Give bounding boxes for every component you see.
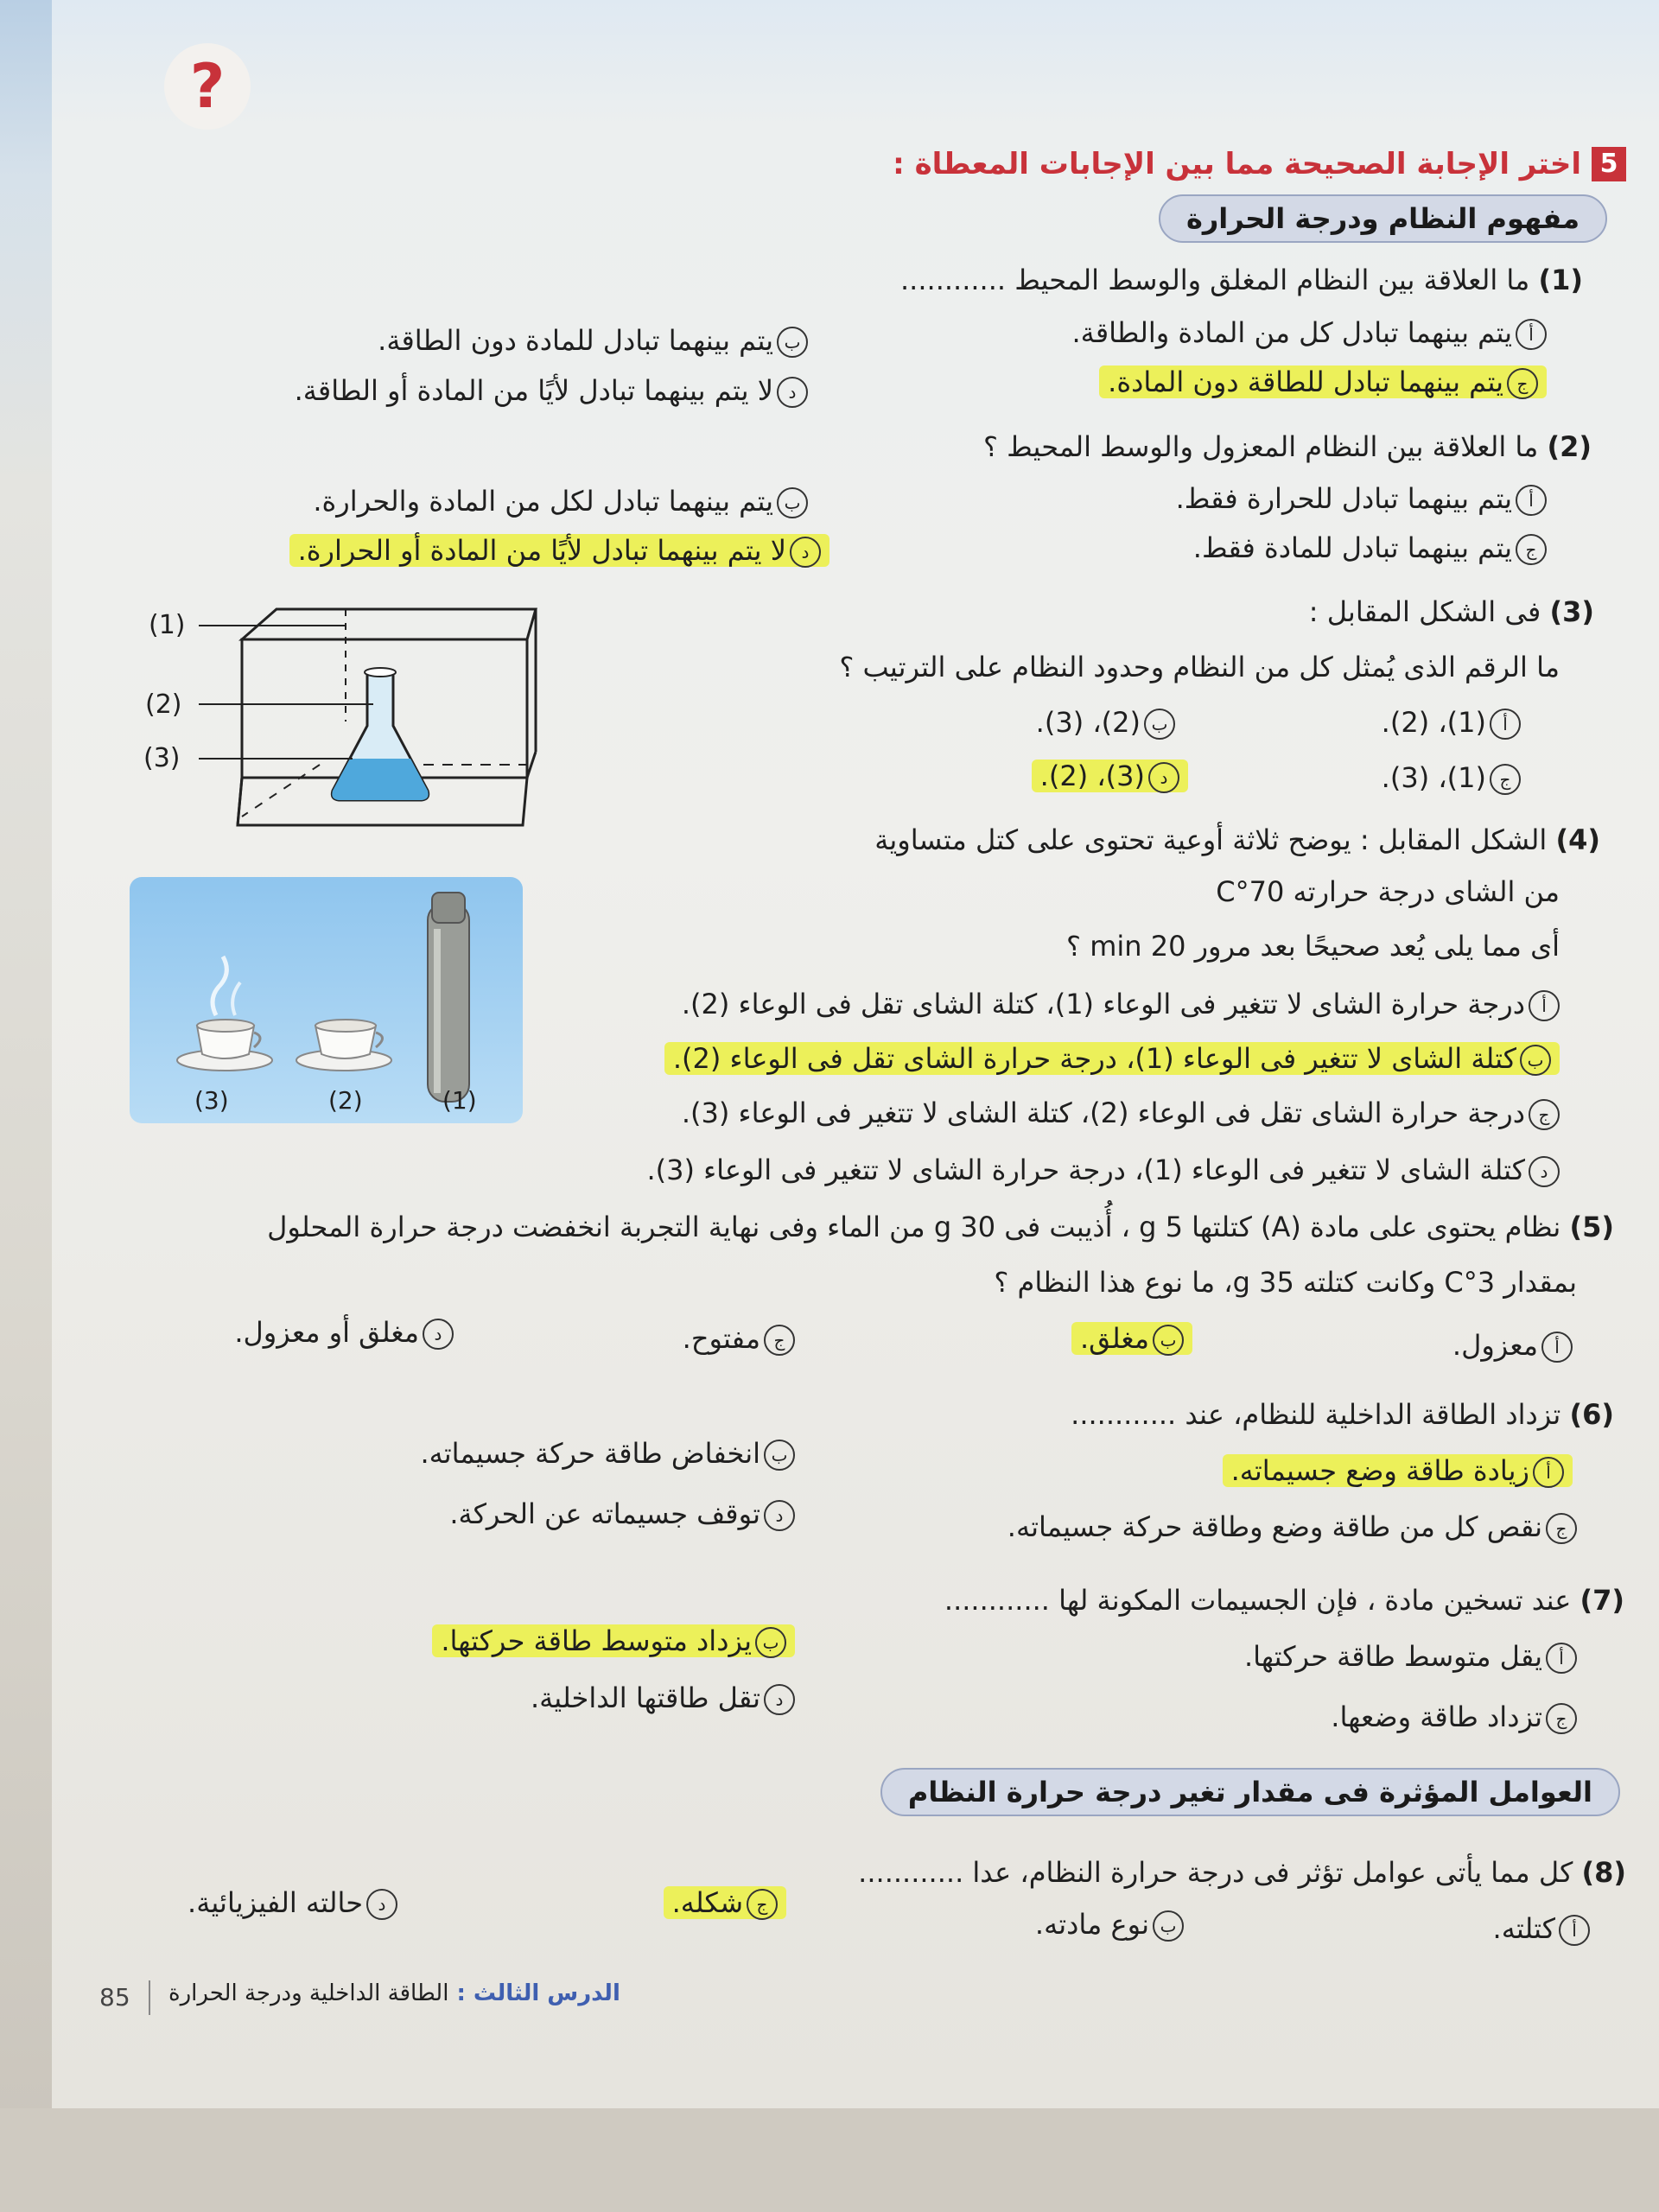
q4-option-b[interactable]: بكتلة الشاى لا تتغير فى الوعاء (1)، درجة حرارة الشاى تقل فى الوعاء (2). — [664, 1039, 1560, 1077]
figure-label: (3) — [194, 1086, 229, 1115]
section-title: اختر الإجابة الصحيحة مما بين الإجابات المعطاة : — [893, 147, 1581, 181]
question-3-prompt: ما الرقم الذى يُمثل كل من النظام وحدود النظام على الترتيب ؟ — [839, 651, 1560, 683]
question-5: (5) نظام يحتوى على مادة (A) كتلتها 5 g ، أُذيبت فى 30 g من الماء وفى نهاية التجربة انخفضت درجة حرارة المحلول — [267, 1211, 1614, 1243]
q7-option-b[interactable]: بيزداد متوسط طاقة حركتها. — [432, 1622, 795, 1660]
q1-option-d[interactable]: دلا يتم بينهما تبادل لأيًا من المادة أو الطاقة. — [295, 372, 808, 410]
figure-label: (1) — [149, 610, 186, 640]
section-number: 5 — [1592, 147, 1626, 181]
q5-option-a[interactable]: أمعزول. — [1452, 1326, 1573, 1364]
q2-option-c[interactable]: جيتم بينهما تبادل للمادة فقط. — [1193, 529, 1547, 567]
q2-option-b[interactable]: بيتم بينهما تبادل لكل من المادة والحرارة. — [313, 482, 808, 520]
q3-option-c[interactable]: ج(1)، (3). — [1382, 759, 1521, 797]
question-8: (8) كل مما يأتى عوامل تؤثر فى درجة حرارة النظام، عدا ............ — [858, 1856, 1626, 1889]
q6-option-c[interactable]: جنقص كل من طاقة وضع وطاقة حركة جسيماته. — [1007, 1508, 1577, 1546]
q8-option-c[interactable]: جشكله. — [664, 1884, 786, 1922]
q1-option-a[interactable]: أيتم بينهما تبادل كل من المادة والطاقة. — [1071, 314, 1547, 352]
question-mark-icon: ? — [164, 43, 251, 130]
q6-option-d[interactable]: دتوقف جسيماته عن الحركة. — [449, 1495, 795, 1533]
q1-option-b[interactable]: بيتم بينهما تبادل للمادة دون الطاقة. — [378, 321, 808, 359]
question-2: (2) ما العلاقة بين النظام المعزول والوسط المحيط ؟ — [983, 430, 1592, 463]
topic-pill-1: مفهوم النظام ودرجة الحرارة — [1159, 194, 1607, 243]
q1-option-c[interactable]: جيتم بينهما تبادل للطاقة دون المادة. — [1099, 363, 1547, 401]
q8-option-d[interactable]: دحالته الفيزيائية. — [188, 1884, 397, 1922]
q7-option-a[interactable]: أيقل متوسط طاقة حركتها. — [1244, 1637, 1577, 1675]
q8-option-a[interactable]: أكتلته. — [1493, 1910, 1590, 1948]
q6-option-a[interactable]: أزيادة طاقة وضع جسيماته. — [1223, 1452, 1573, 1490]
q3-option-d[interactable]: د(3)، (2). — [1032, 757, 1188, 795]
q2-option-a[interactable]: أيتم بينهما تبادل للحرارة فقط. — [1176, 480, 1547, 518]
q3-option-a[interactable]: أ(1)، (2). — [1382, 703, 1521, 741]
q5-option-b[interactable]: بمغلق. — [1071, 1319, 1192, 1357]
question-1: (1) ما العلاقة بين النظام المغلق والوسط المحيط ............ — [900, 264, 1583, 296]
figure-label: (3) — [143, 743, 181, 773]
q6-option-b[interactable]: بانخفاض طاقة حركة جسيماته. — [420, 1434, 795, 1472]
q7-option-c[interactable]: جتزداد طاقة وضعها. — [1331, 1698, 1577, 1736]
topic-pill-2: العوامل المؤثرة فى مقدار تغير درجة حرارة النظام — [880, 1768, 1620, 1816]
question-4: (4) الشكل المقابل : يوضح ثلاثة أوعية تحتوى على كتل متساوية — [874, 823, 1600, 856]
question-3: (3) فى الشكل المقابل : — [1308, 595, 1594, 628]
footer-divider — [149, 1980, 150, 2015]
q2-option-d[interactable]: دلا يتم بينهما تبادل لأيًا من المادة أو الحرارة. — [289, 531, 830, 569]
q5-option-c[interactable]: جمفتوح. — [683, 1319, 795, 1357]
closed-system-figure — [138, 596, 553, 847]
question-5-line2: بمقدار 3°C وكانت كتلته 35 g، ما نوع هذا النظام ؟ — [994, 1266, 1577, 1299]
figure-label: (2) — [145, 690, 182, 720]
q4-option-c[interactable]: جدرجة حرارة الشاى تقل فى الوعاء (2)، كتلة الشاى لا تتغير فى الوعاء (3). — [682, 1094, 1560, 1132]
question-4-line2: من الشاى درجة حرارته 70°C — [1216, 875, 1560, 908]
footer-lesson: الدرس الثالث : الطاقة الداخلية ودرجة الحرارة — [168, 1980, 620, 2006]
question-4-prompt: أى مما يلى يُعد صحيحًا بعد مرور 20 min ؟ — [1066, 930, 1560, 963]
page-number: 85 — [99, 1983, 130, 2012]
table-surface — [0, 2108, 1659, 2212]
tea-containers-figure — [130, 877, 523, 1123]
q3-option-b[interactable]: ب(2)، (3). — [1036, 703, 1175, 741]
q4-option-d[interactable]: دكتلة الشاى لا تتغير فى الوعاء (1)، درجة حرارة الشاى لا تتغير فى الوعاء (3). — [646, 1151, 1560, 1189]
figure-label: (2) — [328, 1086, 363, 1115]
figure-label: (1) — [442, 1086, 477, 1115]
q5-option-d[interactable]: دمغلق أو معزول. — [234, 1313, 454, 1351]
question-6: (6) تزداد الطاقة الداخلية للنظام، عند ............ — [1071, 1398, 1614, 1431]
q7-option-d[interactable]: دتقل طاقتها الداخلية. — [531, 1679, 795, 1717]
q8-option-b[interactable]: بنوع مادته. — [1035, 1905, 1184, 1943]
q4-option-a[interactable]: أدرجة حرارة الشاى لا تتغير فى الوعاء (1)، كتلة الشاى تقل فى الوعاء (2). — [682, 985, 1560, 1023]
question-7: (7) عند تسخين مادة ، فإن الجسيمات المكونة لها ............ — [944, 1584, 1624, 1617]
